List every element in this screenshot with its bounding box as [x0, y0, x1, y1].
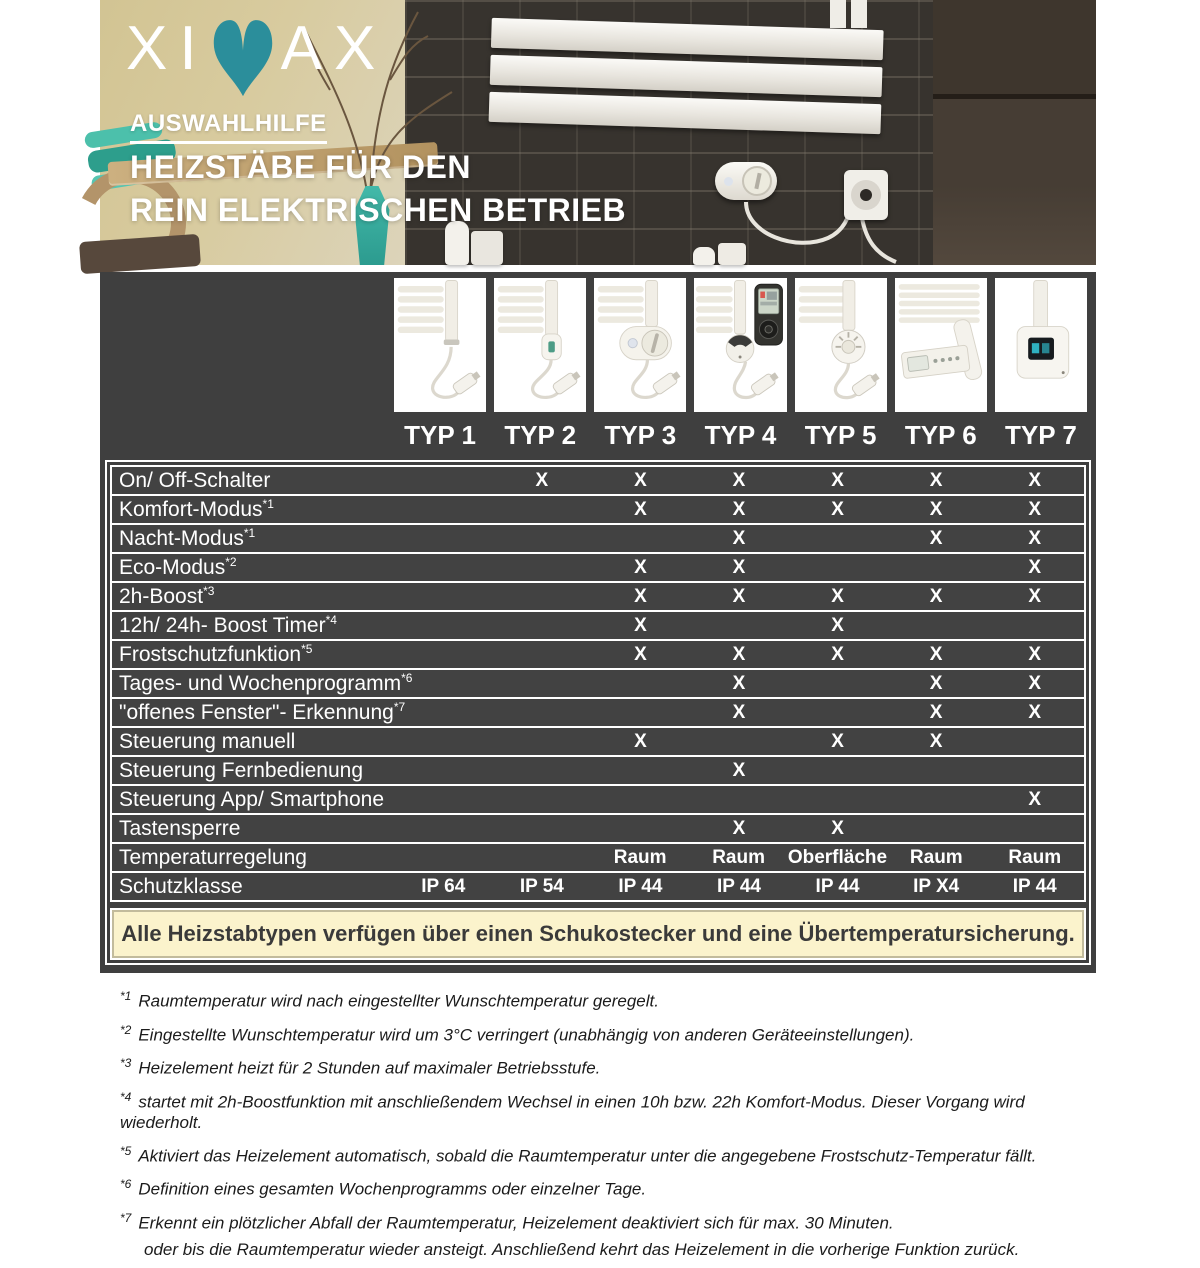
radiator-panel [488, 18, 883, 141]
feature-row [110, 784, 1086, 815]
x-mark: X [732, 817, 746, 839]
x-mark: X [929, 498, 943, 520]
type-header-typ2: TYP 2 [504, 420, 577, 450]
x-mark: X [732, 759, 746, 781]
chair-seat [79, 234, 201, 274]
x-mark: X [732, 498, 746, 520]
footnote: $^{*4}$ startet mit 2h-Boostfunktion mit anschließendem Wechsel in einen 10h bzw. 22h Komfort-Modus. Dieser Vorgang wird wiederholt. [120, 1089, 1025, 1132]
feature-row [110, 842, 1086, 873]
x-mark: X [831, 643, 844, 665]
hero-title-line2: REIN ELEKTRISCHEN BETRIEB [130, 192, 627, 228]
feature-value: IP 54 [519, 875, 564, 897]
feature-value: Raum [909, 846, 963, 868]
feature-row [110, 697, 1086, 728]
feature-value: IP 44 [618, 875, 663, 897]
feature-label: Tastensperre [119, 816, 241, 840]
feature-value: Oberfläche [787, 846, 888, 868]
x-mark: X [732, 556, 746, 578]
feature-row [110, 813, 1086, 844]
hero-title [130, 146, 626, 232]
x-mark: X [1028, 498, 1042, 520]
feature-row [110, 523, 1086, 554]
feature-row [110, 639, 1086, 670]
type-header-typ6: TYP 6 [904, 420, 977, 450]
x-mark: X [1028, 556, 1042, 578]
logo-text-suffix: AX [280, 14, 388, 83]
feature-label: Schutzklasse [119, 874, 243, 898]
product-photo-typ-2 [494, 278, 586, 412]
hero-banner [100, 0, 1096, 265]
x-mark: X [634, 643, 647, 665]
radiator-pipes [830, 0, 870, 28]
feature-value: IP X4 [913, 875, 960, 897]
comparison-table [100, 272, 1096, 973]
x-mark: X [1028, 672, 1042, 694]
logo-text-prefix: XI [126, 14, 209, 83]
ximax-logo [126, 6, 387, 98]
x-mark: X [831, 730, 844, 752]
feature-label: Steuerung Fernbedienung [119, 758, 364, 782]
x-mark: X [732, 672, 746, 694]
feature-value: IP 44 [716, 875, 761, 897]
feature-label: On/ Off-Schalter [119, 468, 271, 492]
x-mark: X [1028, 469, 1042, 491]
feature-label: Temperaturregelung [119, 845, 307, 869]
x-mark: X [732, 527, 746, 549]
feature-label: 2h-Boost$^{*3}$ [119, 584, 215, 608]
feature-row [110, 581, 1086, 612]
product-photo-typ-5 [795, 278, 887, 412]
product-photo-typ-1 [394, 278, 486, 412]
type-header-typ5: TYP 5 [804, 420, 877, 450]
feature-label: Steuerung App/ Smartphone [119, 787, 385, 811]
x-mark: X [929, 585, 943, 607]
x-mark: X [535, 469, 549, 491]
feature-row [110, 871, 1086, 902]
feature-label: 12h/ 24h- Boost Timer$^{*4}$ [119, 613, 337, 637]
hero-kicker: AUSWAHLHILFE [130, 110, 327, 144]
feature-row [110, 552, 1086, 583]
feature-label: Tages- und Wochenprogramm$^{*6}$ [119, 671, 413, 695]
feature-value: Raum [613, 846, 667, 868]
feature-row [110, 494, 1086, 525]
feature-label: Nacht-Modus$^{*1}$ [119, 526, 256, 550]
product-photo-typ-4 [694, 278, 786, 412]
feature-value: IP 44 [815, 875, 860, 897]
x-mark: X [1028, 527, 1042, 549]
product-photo-typ-7 [995, 278, 1087, 412]
white-vase [471, 231, 503, 265]
x-mark: X [634, 730, 647, 752]
product-photo-typ-3 [594, 278, 686, 412]
x-mark: X [831, 817, 844, 839]
x-mark: X [929, 527, 943, 549]
x-mark: X [1028, 585, 1042, 607]
footnote: $^{*7}$ Erkennt ein plötzlicher Abfall der Raumtemperatur, Heizelement deaktiviert sich für max. 30 Minuten. [120, 1210, 894, 1233]
feature-label: Eco-Modus$^{*2}$ [119, 555, 237, 579]
feature-rows [110, 465, 1086, 902]
x-mark: X [634, 469, 647, 491]
x-mark: X [1028, 701, 1042, 723]
header-spacer [105, 278, 390, 412]
x-mark: X [634, 556, 647, 578]
footnote: $^{*1}$ Raumtemperatur wird nach eingestellter Wunschtemperatur geregelt. [120, 989, 659, 1011]
feature-label: "offenes Fenster"- Erkennung$^{*7}$ [119, 700, 406, 724]
footnote: $^{*3}$ Heizelement heizt für 2 Stunden auf maximaler Betriebsstufe. [120, 1056, 601, 1078]
feature-label: Komfort-Modus$^{*1}$ [119, 497, 274, 521]
type-header-typ1: TYP 1 [404, 420, 476, 450]
x-mark: X [732, 469, 746, 491]
feature-row [110, 668, 1086, 699]
logo-m-icon [207, 14, 279, 98]
note-bar: Alle Heizstabtypen verfügen über einen Schukostecker und eine Übertemperatursicherung. [110, 908, 1086, 960]
feature-row [110, 465, 1086, 496]
feature-label: Steuerung manuell [119, 729, 296, 753]
type-header-typ7: TYP 7 [1005, 420, 1077, 450]
x-mark: X [929, 469, 943, 491]
type-header-typ4: TYP 4 [704, 420, 777, 450]
table-header [105, 278, 1091, 460]
x-mark: X [732, 643, 746, 665]
x-mark: X [634, 585, 647, 607]
x-mark: X [831, 585, 844, 607]
hero-cabinet [933, 0, 1096, 265]
feature-value: IP 44 [1012, 875, 1057, 897]
footnote-continuation: oder bis die Raumtemperatur wieder ansteigt. Anschließend kehrt das Heizelement in die vorherige Funktion zurück. [144, 1239, 1020, 1259]
feature-label: Frostschutzfunktion$^{*5}$ [119, 642, 313, 666]
x-mark: X [929, 672, 943, 694]
footnote: $^{*2}$ Eingestellte Wunschtemperatur wird um 3°C verringert (unabhängig von anderen Geräteeinstellungen). [120, 1022, 915, 1045]
x-mark: X [1028, 788, 1042, 810]
header-spacer [105, 412, 390, 460]
wall-socket [844, 170, 888, 220]
x-mark: X [634, 614, 647, 636]
x-mark: X [831, 614, 844, 636]
x-mark: X [831, 469, 844, 491]
feature-value: Raum [712, 846, 765, 868]
feature-value: Raum [1008, 846, 1062, 868]
x-mark: X [634, 498, 647, 520]
x-mark: X [1028, 643, 1042, 665]
x-mark: X [831, 498, 844, 520]
x-mark: X [732, 585, 746, 607]
feature-row [110, 610, 1086, 641]
type-header-typ3: TYP 3 [604, 420, 677, 450]
x-mark: X [929, 643, 943, 665]
footnote: $^{*5}$ Aktiviert das Heizelement automatisch, sobald die Raumtemperatur unter die angegebene Frostschutz-Temperatur fällt. [120, 1143, 1037, 1166]
feature-row [110, 726, 1086, 757]
footnote: $^{*6}$ Definition eines gesamten Wochenprogramms oder einzelner Tage. [120, 1177, 647, 1199]
hero-title-line1: HEIZSTÄBE FÜR DEN [130, 149, 471, 185]
product-photo-typ-6 [895, 278, 987, 412]
feature-value: IP 64 [421, 875, 466, 897]
x-mark: X [929, 701, 943, 723]
feature-row [110, 755, 1086, 786]
x-mark: X [929, 730, 943, 752]
feature-rows-outline [105, 460, 1091, 965]
footnotes [120, 986, 1105, 1268]
x-mark: X [732, 701, 746, 723]
